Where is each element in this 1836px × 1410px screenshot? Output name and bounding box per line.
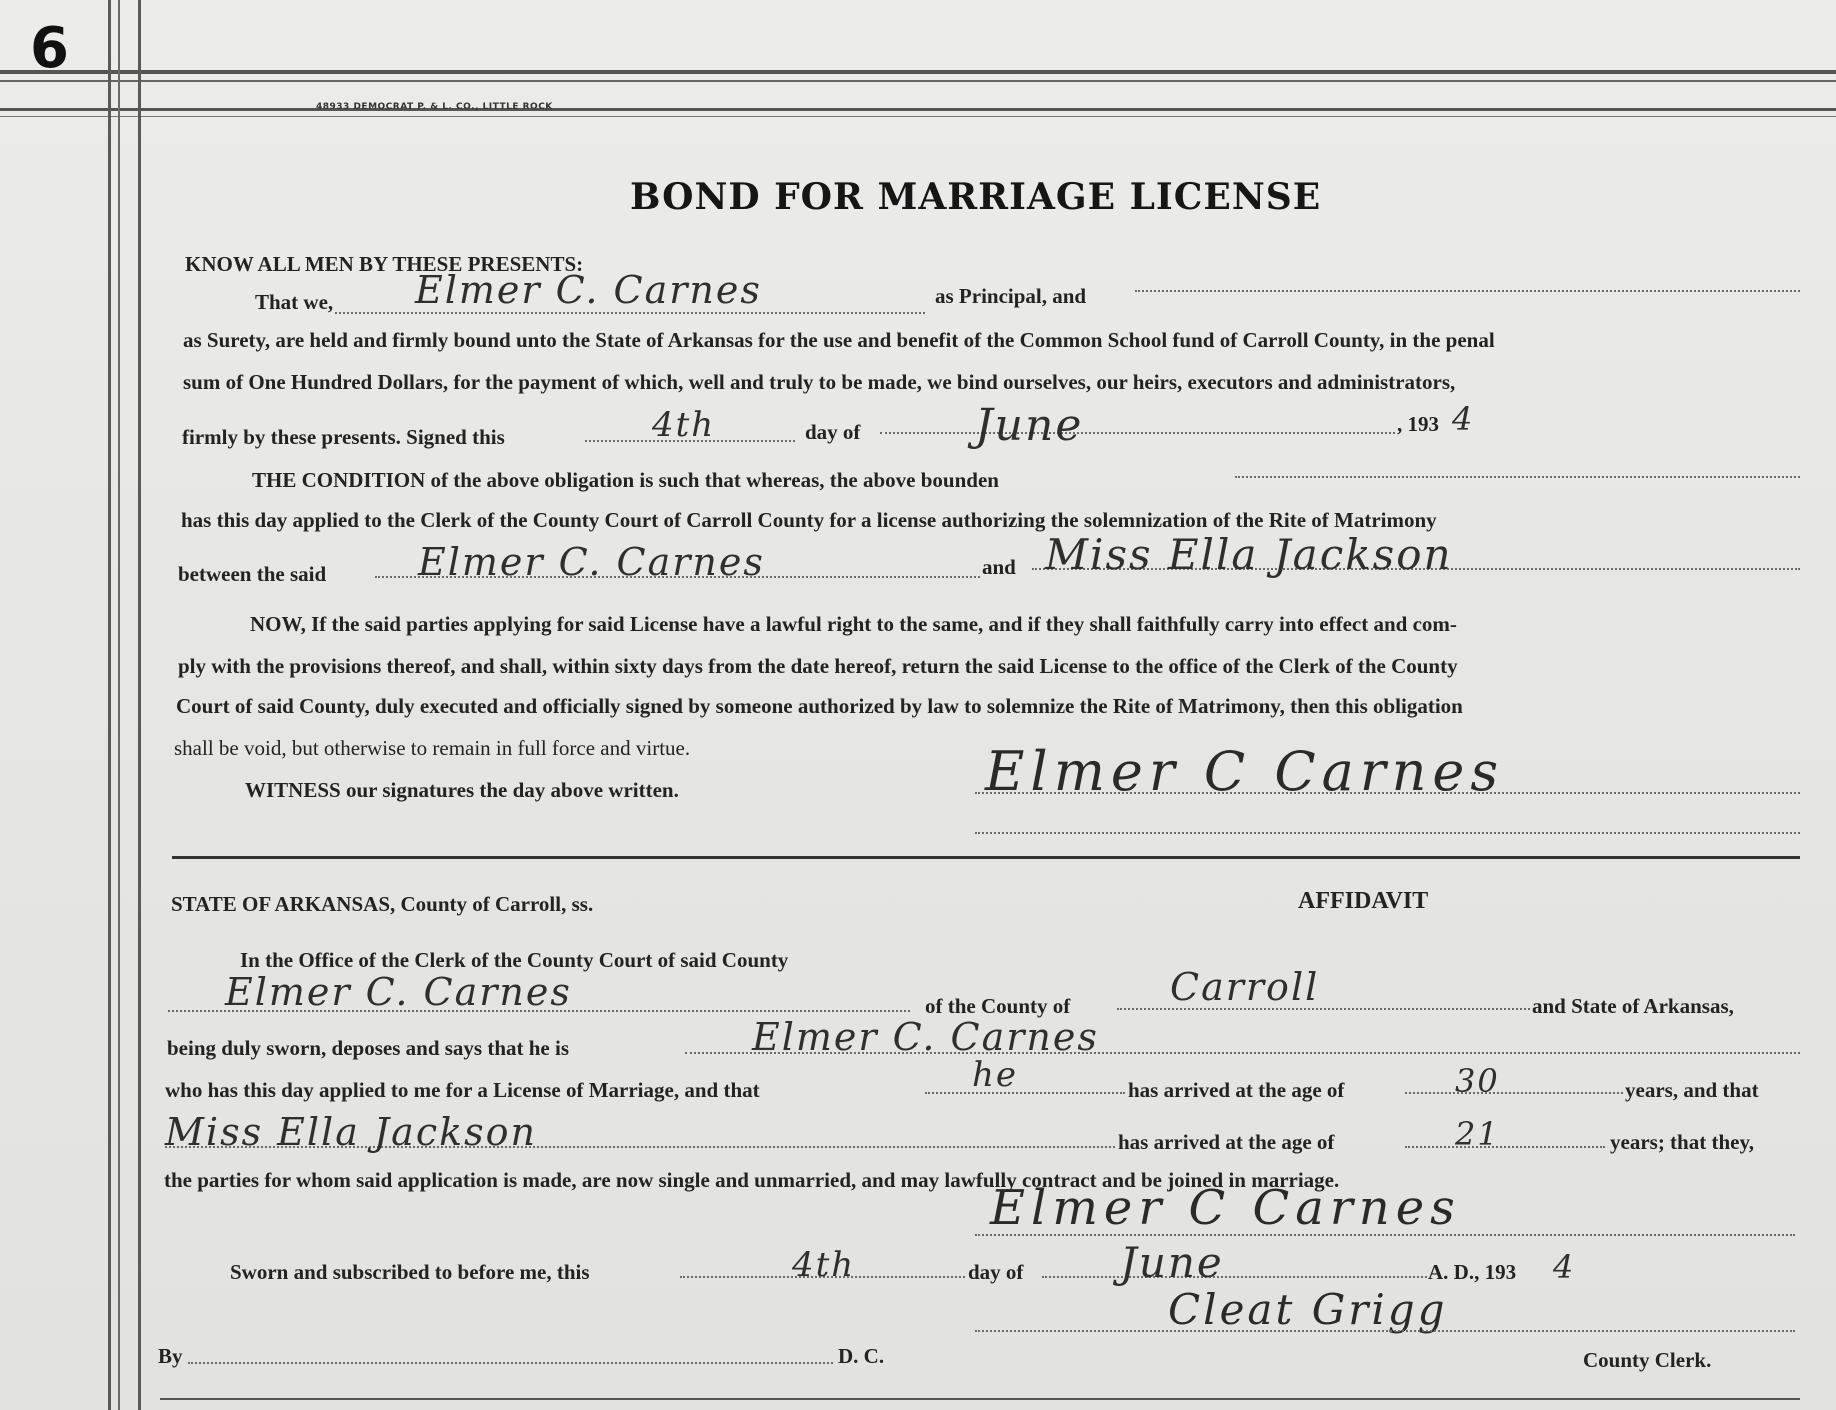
section-divider — [172, 856, 1800, 859]
parties-line: the parties for whom said application is made, are now single and unmarried, and may lawfully contract and be joined in marriage. — [164, 1168, 1340, 1192]
bond-line-2: as Surety, are held and firmly bound unto the State of Arkansas for the use and benefit of the Common School fund of Carroll County, in the penal — [183, 328, 1495, 352]
top-border-rule — [0, 70, 1836, 74]
he-is-name: Elmer C. Carnes — [752, 1015, 1099, 1059]
state-label: STATE OF ARKANSAS, County of Carroll, ss. — [171, 892, 594, 916]
left-margin-rule-3 — [138, 0, 141, 1410]
of-county-label: of the County of — [925, 994, 1071, 1018]
signed-label: firmly by these presents. Signed this — [182, 425, 505, 449]
applied-label: who has this day applied to me for a License of Marriage, and that — [165, 1078, 760, 1102]
groom-age-label: has arrived at the age of — [1128, 1078, 1345, 1102]
page-number: 6 — [30, 16, 69, 81]
printer-imprint: 48933 DEMOCRAT P. & L. CO., LITTLE ROCK — [316, 102, 553, 112]
top-border-rule-3 — [0, 108, 1836, 111]
now-line-2: ply with the provisions thereof, and shall, within sixty days from the date hereof, return the said License to the office of the Clerk of the County — [178, 654, 1458, 678]
sworn-day: 4th — [792, 1245, 856, 1285]
clerk-signature: Cleat Grigg — [1168, 1285, 1448, 1334]
pronoun: he — [972, 1055, 1019, 1095]
sworn-month: June — [1120, 1238, 1224, 1287]
condition-line-2: has this day applied to the Clerk of the County Court of Carroll County for a license authorizing the solemnization of the Rite of Matrimony — [181, 508, 1437, 532]
bounden-line — [1235, 476, 1800, 478]
top-border-rule-2 — [0, 80, 1836, 82]
surety-line — [1135, 290, 1800, 292]
county-clerk-label: County Clerk. — [1583, 1348, 1712, 1372]
affiant-name: Elmer C. Carnes — [225, 970, 572, 1014]
groom-age: 30 — [1455, 1062, 1500, 1100]
deputy-line — [188, 1362, 833, 1364]
signed-month-line — [880, 432, 1395, 434]
principal-line — [335, 312, 925, 314]
year-prefix: , 193 — [1397, 412, 1439, 436]
affiant-sig-line — [975, 1234, 1795, 1236]
bride-age: 21 — [1455, 1115, 1500, 1153]
left-margin-rule — [108, 0, 111, 1410]
by-label: By — [158, 1344, 183, 1368]
year-digit: 4 — [1452, 400, 1475, 438]
that-we-label: That we, — [255, 290, 334, 314]
and-state-label: and State of Arkansas, — [1532, 994, 1734, 1018]
years-and-that: years, and that — [1625, 1078, 1759, 1102]
as-principal-label: as Principal, and — [935, 284, 1087, 308]
ad-label: A. D., 193 — [1428, 1260, 1517, 1284]
office-line: In the Office of the Clerk of the County Court of said County — [240, 948, 789, 972]
witness-sig-line-2 — [975, 832, 1800, 834]
now-line-1: NOW, If the said parties applying for said License have a lawful right to the same, and if they shall faithfully carry into effect and com- — [250, 612, 1457, 636]
groom-age-line — [1405, 1092, 1623, 1094]
sworn-before-label: Sworn and subscribed to before me, this — [230, 1260, 590, 1284]
pronoun-line — [925, 1092, 1125, 1094]
top-border-rule-4 — [0, 116, 1836, 117]
between-label: between the said — [178, 562, 327, 586]
county-name: Carroll — [1170, 965, 1320, 1009]
witness-label: WITNESS our signatures the day above written. — [245, 778, 679, 802]
sworn-month-line — [1042, 1276, 1427, 1278]
bride-age-label: has arrived at the age of — [1118, 1130, 1335, 1154]
day-of-label: day of — [805, 420, 861, 444]
witness-signature: Elmer C Carnes — [985, 740, 1505, 803]
now-line-4: shall be void, but otherwise to remain in full force and virtue. — [174, 736, 691, 760]
ad-year-digit: 4 — [1553, 1248, 1576, 1286]
bride-name: Miss Ella Jackson — [1045, 530, 1453, 579]
sworn-label: being duly sworn, deposes and says that he is — [167, 1036, 570, 1060]
sworn-day-of-label: day of — [968, 1260, 1024, 1284]
clerk-sig-line — [975, 1330, 1795, 1332]
bond-line-3: sum of One Hundred Dollars, for the payment of which, well and truly to be made, we bind ourselves, our heirs, executors and administrators, — [183, 370, 1456, 394]
affidavit-heading: AFFIDAVIT — [1298, 888, 1429, 914]
left-margin-rule-2 — [118, 0, 120, 1410]
bride-affidavit-name: Miss Ella Jackson — [165, 1110, 537, 1154]
witness-sig-line-1 — [975, 792, 1800, 794]
principal-name: Elmer C. Carnes — [415, 268, 762, 312]
bride-age-line — [1405, 1146, 1605, 1148]
affiant-signature: Elmer C Carnes — [990, 1180, 1461, 1236]
bottom-rule — [160, 1398, 1800, 1400]
dc-label: D. C. — [838, 1344, 885, 1368]
years-that-they: years; that they, — [1610, 1130, 1755, 1154]
bond-heading: KNOW ALL MEN BY THESE PRESENTS: — [185, 252, 584, 276]
signed-day: 4th — [652, 405, 716, 445]
and-label: and — [982, 555, 1016, 579]
now-line-3: Court of said County, duly executed and officially signed by someone authorized by law to solemnize the Rite of Matrimony, then this obligation — [176, 694, 1463, 718]
document-title: BOND FOR MARRIAGE LICENSE — [630, 176, 1322, 218]
condition-line-1: THE CONDITION of the above obligation is such that whereas, the above bounden — [252, 468, 999, 492]
signed-month: June — [975, 400, 1084, 451]
groom-name: Elmer C. Carnes — [418, 540, 765, 584]
